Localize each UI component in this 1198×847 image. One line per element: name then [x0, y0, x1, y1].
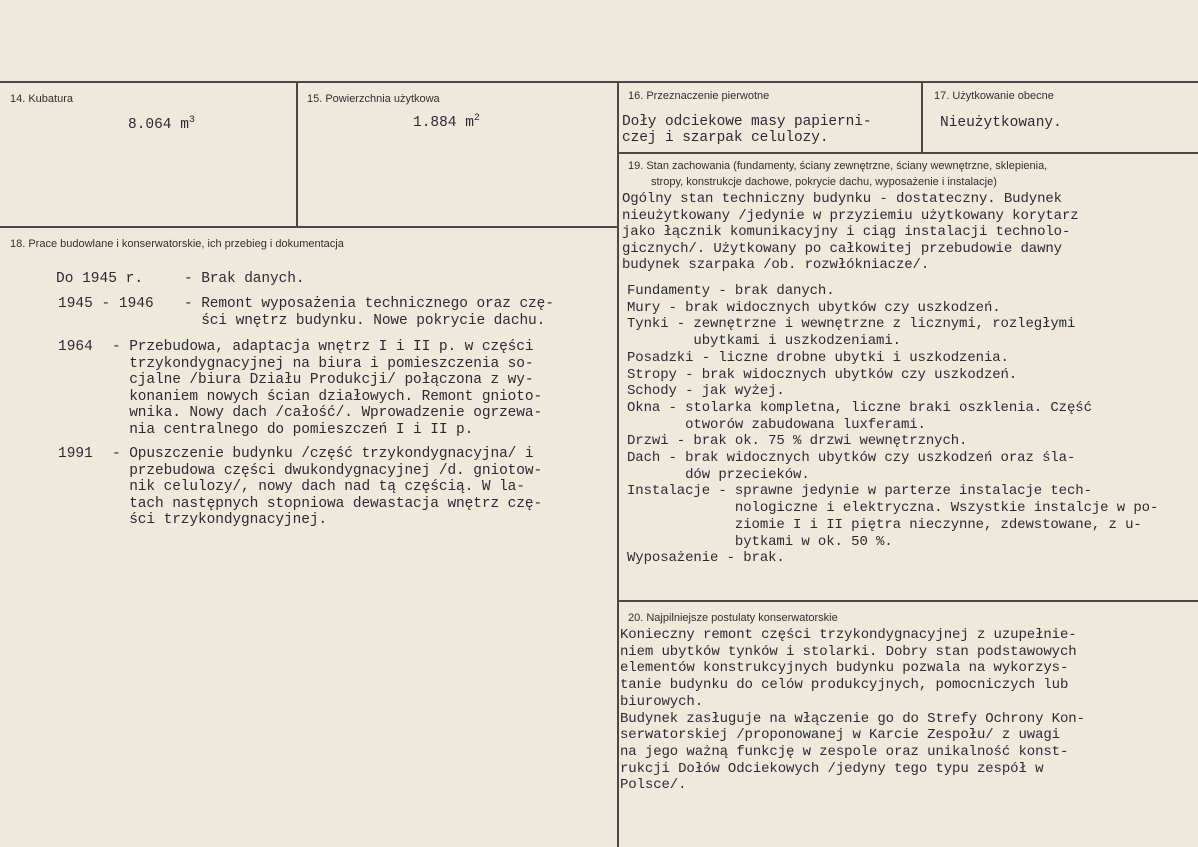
detail-line: Wyposażenie - brak.	[627, 550, 785, 567]
field-20-text	[620, 627, 1085, 794]
kubatura-number: 8.064 m	[128, 117, 189, 133]
detail-line: Posadzki - liczne drobne ubytki i uszkodzenia.	[627, 349, 1009, 366]
field-17-value: Nieużytkowany.	[940, 115, 1062, 131]
entry-line: tach następnych stopniowa dewastacja wnętrz czę-	[112, 495, 543, 512]
field-19-details	[627, 283, 1158, 567]
entry-line: przebudowa części dwukondygnacyjnej /d. gniotow-	[112, 462, 543, 479]
postulat-line: serwatorskiej /proponowanej w Karcie Zespołu/ z uwagi	[620, 727, 1060, 744]
entry-line: ści wnętrz budynku. Nowe pokrycie dachu.	[184, 312, 546, 329]
entry-year: 1991	[58, 446, 93, 462]
entry-line: cjalne /biura Działu Produkcji/ połączona z wy-	[112, 372, 534, 389]
entry-year: Do 1945 r.	[56, 271, 144, 287]
postulat-line: rukcji Dołów Odciekowych /jedyny tego typu zespół w	[620, 760, 1044, 777]
postulat-line: elementów konstrukcyjnych budynku pozwala na wykorzys-	[620, 660, 1069, 677]
general-line: jako łącznik komunikacyjny i ciąg instalacji technolo-	[622, 224, 1071, 241]
entry-line: nia centralnego do pomieszczeń I i II p.	[112, 421, 474, 438]
postulat-line: biurowych.	[620, 693, 704, 710]
field-14-value	[128, 117, 195, 134]
general-line: nieużytkowany /jedynie w przyziemiu użytkowany korytarz	[622, 207, 1079, 224]
field-16-label: 16. Przeznaczenie pierwotne	[628, 90, 770, 102]
field-20-label: 20. Najpilniejsze postulaty konserwatorskie	[628, 612, 838, 624]
postulat-line: tanie budynku do celów produkcyjnych, pomocniczych lub	[620, 677, 1069, 694]
field-16-line: Doły odciekowe masy papierni-	[622, 114, 872, 130]
entry-line: - Opuszczenie budynku /część trzykondygnacyjna/ i	[112, 446, 534, 462]
entry-year: 1964	[58, 339, 93, 355]
detail-line: Fundamenty - brak danych.	[627, 283, 835, 299]
entry-line: - Remont wyposażenia technicznego oraz czę-	[184, 296, 554, 312]
field-19-label: 19. Stan zachowania (fundamenty, ściany zewnętrzne, ściany wewnętrzne, sklepienia,	[628, 160, 1048, 172]
kubatura-exponent: 3	[188, 115, 195, 127]
postulat-line: niem ubytków tynków i stolarki. Dobry stan podstawowych	[620, 643, 1077, 660]
powierzchnia-exponent: 2	[473, 113, 480, 125]
detail-line: Okna - stolarka kompletna, liczne braki oszklenia. Część	[627, 399, 1092, 416]
detail-line: Tynki - zewnętrzne i wewnętrzne z licznymi, rozległymi	[627, 316, 1076, 333]
entry-text	[112, 446, 542, 529]
rule-above-20	[617, 600, 1198, 602]
detail-line: ubytkami i uszkodzeniami.	[627, 333, 901, 350]
postulat-line: Konieczny remont części trzykondygnacyjnej z uzupełnie-	[620, 627, 1077, 643]
detail-line: bytkami w ok. 50 %.	[627, 533, 893, 550]
postulat-line: Budynek zasługuje na włączenie go do Strefy Ochrony Kon-	[620, 710, 1085, 727]
general-line: Ogólny stan techniczny budynku - dostateczny. Budynek	[622, 191, 1062, 207]
entry-line: - Przebudowa, adaptacja wnętrz I i II p. w części	[112, 339, 534, 355]
divider-main	[617, 81, 619, 847]
divider-16-17	[921, 81, 923, 153]
field-14-label: 14. Kubatura	[10, 93, 73, 105]
entry-year: 1945 - 1946	[58, 296, 154, 312]
rule-under-14-15	[0, 226, 618, 228]
rule-under-16-17	[617, 152, 1198, 154]
entry-text	[184, 296, 554, 329]
field-16-value	[622, 114, 871, 146]
field-19-general	[622, 191, 1079, 274]
powierzchnia-number: 1.884 m	[413, 115, 474, 131]
entry-text	[112, 339, 542, 439]
general-line: gicznych/. Użytkowany po całkowitej przebudowie dawny	[622, 240, 1062, 257]
detail-line: Schody - jak wyżej.	[627, 383, 785, 400]
top-rule	[0, 81, 1198, 83]
entry-line: wnika. Nowy dach /całość/. Wprowadzenie ogrzewa-	[112, 405, 543, 422]
detail-line: Dach - brak widocznych ubytków czy uszkodzeń oraz śla-	[627, 450, 1076, 467]
postulat-line: na jego ważną funkcję w zespole oraz unikalność konst-	[620, 743, 1069, 760]
entry-line: ści trzykondygnacyjnej.	[112, 512, 328, 529]
detail-line: dów przecieków.	[627, 466, 810, 483]
general-line: budynek szarpaka /ob. rozwłókniacze/.	[622, 257, 930, 274]
entry-line: trzykondygnacyjnej na biura i pomieszczenia so-	[112, 355, 534, 372]
detail-line: Stropy - brak widocznych ubytków czy uszkodzeń.	[627, 366, 1018, 383]
detail-line: Instalacje - sprawne jedynie w parterze instalacje tech-	[627, 483, 1092, 500]
entry-line: konaniem nowych ścian działowych. Remont gnioto-	[112, 388, 543, 405]
entry-text	[184, 271, 304, 288]
field-17-label: 17. Użytkowanie obecne	[934, 90, 1054, 102]
field-15-value	[413, 115, 480, 132]
detail-line: nologiczne i elektryczna. Wszystkie instalcje w po-	[627, 500, 1159, 517]
divider-14-15	[296, 81, 298, 227]
field-18-label: 18. Prace budowlane i konserwatorskie, ich przebieg i dokumentacja	[10, 238, 344, 250]
field-19-label-cont: stropy, konstrukcje dachowe, pokrycie dachu, wyposażenie i instalacje)	[651, 176, 997, 188]
detail-line: Drzwi - brak ok. 75 % drzwi wewnętrznych.	[627, 433, 968, 450]
detail-line: Mury - brak widocznych ubytków czy uszkodzeń.	[627, 299, 1001, 316]
detail-line: ziomie I i II piętra nieczynne, zdewstowane, z u-	[627, 516, 1142, 533]
entry-line: - Brak danych.	[184, 271, 305, 287]
entry-line: nik celulozy/, nowy dach nad tą częścią. W la-	[112, 479, 525, 496]
detail-line: otworów zabudowana luxferami.	[627, 416, 926, 433]
field-15-label: 15. Powierzchnia użytkowa	[307, 93, 440, 105]
postulat-line: Polsce/.	[620, 777, 687, 794]
field-16-line: czej i szarpak celulozy.	[622, 130, 829, 146]
